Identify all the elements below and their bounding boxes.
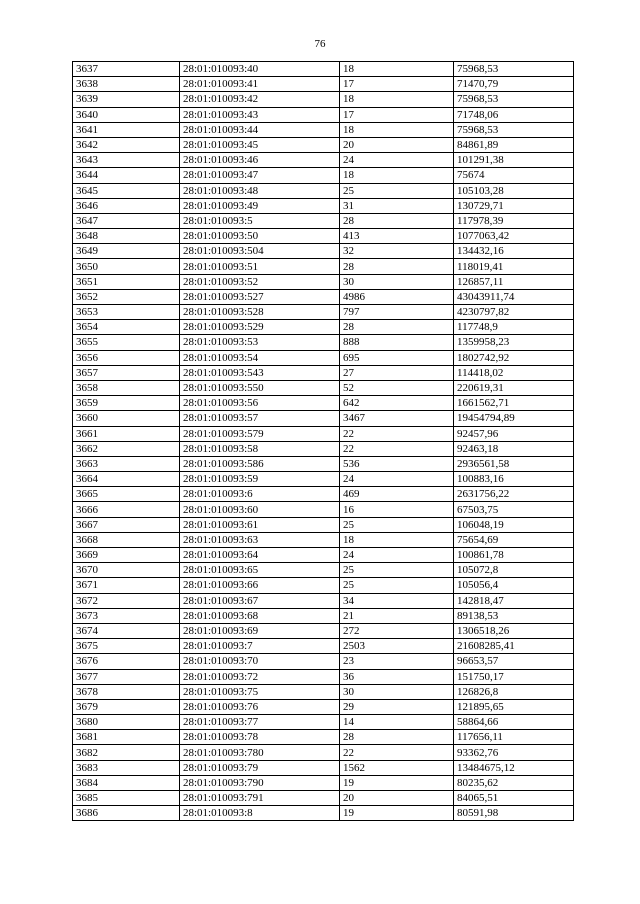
- value-cell: 96653,57: [454, 654, 574, 669]
- table-row: [73, 745, 574, 760]
- row-number-cell: 3680: [73, 715, 180, 730]
- cadastral-number-cell: 28:01:010093:79: [180, 760, 340, 775]
- area-cell: 30: [340, 684, 454, 699]
- area-cell: 28: [340, 730, 454, 745]
- value-cell: 130729,71: [454, 198, 574, 213]
- value-cell: 118019,41: [454, 259, 574, 274]
- table-row: [73, 487, 574, 502]
- table-row: [73, 320, 574, 335]
- table-row: [73, 684, 574, 699]
- table-row: [73, 730, 574, 745]
- value-cell: 92457,96: [454, 426, 574, 441]
- value-cell: 71748,06: [454, 107, 574, 122]
- row-number-cell: 3660: [73, 411, 180, 426]
- table-row: [73, 669, 574, 684]
- row-number-cell: 3641: [73, 122, 180, 137]
- value-cell: 75968,53: [454, 92, 574, 107]
- area-cell: 25: [340, 578, 454, 593]
- row-number-cell: 3685: [73, 791, 180, 806]
- value-cell: 1077063,42: [454, 229, 574, 244]
- row-number-cell: 3657: [73, 365, 180, 380]
- value-cell: 126826,8: [454, 684, 574, 699]
- value-cell: 101291,38: [454, 153, 574, 168]
- value-cell: 100861,78: [454, 548, 574, 563]
- value-cell: 75654,69: [454, 532, 574, 547]
- row-number-cell: 3648: [73, 229, 180, 244]
- cadastral-number-cell: 28:01:010093:45: [180, 137, 340, 152]
- table-row: [73, 229, 574, 244]
- area-cell: 22: [340, 745, 454, 760]
- row-number-cell: 3639: [73, 92, 180, 107]
- table-body: [73, 62, 574, 821]
- cadastral-number-cell: 28:01:010093:43: [180, 107, 340, 122]
- table-row: [73, 411, 574, 426]
- table-row: [73, 639, 574, 654]
- cadastral-number-cell: 28:01:010093:50: [180, 229, 340, 244]
- cadastral-number-cell: 28:01:010093:543: [180, 365, 340, 380]
- cadastral-number-cell: 28:01:010093:46: [180, 153, 340, 168]
- cadastral-number-cell: 28:01:010093:52: [180, 274, 340, 289]
- row-number-cell: 3651: [73, 274, 180, 289]
- table-row: [73, 502, 574, 517]
- cadastral-number-cell: 28:01:010093:51: [180, 259, 340, 274]
- value-cell: 89138,53: [454, 608, 574, 623]
- cadastral-number-cell: 28:01:010093:78: [180, 730, 340, 745]
- area-cell: 27: [340, 365, 454, 380]
- value-cell: 13484675,12: [454, 760, 574, 775]
- area-cell: 536: [340, 456, 454, 471]
- row-number-cell: 3672: [73, 593, 180, 608]
- value-cell: 71470,79: [454, 77, 574, 92]
- row-number-cell: 3666: [73, 502, 180, 517]
- value-cell: 93362,76: [454, 745, 574, 760]
- area-cell: 2503: [340, 639, 454, 654]
- row-number-cell: 3682: [73, 745, 180, 760]
- value-cell: 126857,11: [454, 274, 574, 289]
- table-row: [73, 168, 574, 183]
- table-row: [73, 456, 574, 471]
- table-row: [73, 715, 574, 730]
- area-cell: 24: [340, 472, 454, 487]
- area-cell: 20: [340, 791, 454, 806]
- value-cell: 105072,8: [454, 563, 574, 578]
- row-number-cell: 3678: [73, 684, 180, 699]
- area-cell: 3467: [340, 411, 454, 426]
- area-cell: 30: [340, 274, 454, 289]
- value-cell: 151750,17: [454, 669, 574, 684]
- cadastral-number-cell: 28:01:010093:6: [180, 487, 340, 502]
- row-number-cell: 3674: [73, 623, 180, 638]
- area-cell: 17: [340, 77, 454, 92]
- cadastral-number-cell: 28:01:010093:75: [180, 684, 340, 699]
- page-number: 76: [314, 38, 326, 50]
- row-number-cell: 3644: [73, 168, 180, 183]
- table-row: [73, 153, 574, 168]
- cadastral-number-cell: 28:01:010093:504: [180, 244, 340, 259]
- cadastral-number-cell: 28:01:010093:527: [180, 289, 340, 304]
- row-number-cell: 3652: [73, 289, 180, 304]
- cadastral-number-cell: 28:01:010093:579: [180, 426, 340, 441]
- row-number-cell: 3673: [73, 608, 180, 623]
- area-cell: 14: [340, 715, 454, 730]
- table-row: [73, 563, 574, 578]
- row-number-cell: 3650: [73, 259, 180, 274]
- row-number-cell: 3681: [73, 730, 180, 745]
- cadastral-number-cell: 28:01:010093:528: [180, 305, 340, 320]
- cadastral-number-cell: 28:01:010093:790: [180, 775, 340, 790]
- value-cell: 121895,65: [454, 699, 574, 714]
- table-row: [73, 289, 574, 304]
- area-cell: 28: [340, 320, 454, 335]
- area-cell: 36: [340, 669, 454, 684]
- cadastral-number-cell: 28:01:010093:63: [180, 532, 340, 547]
- table-row: [73, 244, 574, 259]
- cadastral-number-cell: 28:01:010093:529: [180, 320, 340, 335]
- value-cell: 220619,31: [454, 380, 574, 395]
- cadastral-number-cell: 28:01:010093:64: [180, 548, 340, 563]
- row-number-cell: 3676: [73, 654, 180, 669]
- row-number-cell: 3665: [73, 487, 180, 502]
- area-cell: 34: [340, 593, 454, 608]
- value-cell: 67503,75: [454, 502, 574, 517]
- row-number-cell: 3656: [73, 350, 180, 365]
- area-cell: 888: [340, 335, 454, 350]
- value-cell: 114418,02: [454, 365, 574, 380]
- area-cell: 19: [340, 806, 454, 821]
- value-cell: 117656,11: [454, 730, 574, 745]
- area-cell: 18: [340, 122, 454, 137]
- value-cell: 75968,53: [454, 62, 574, 77]
- cadastral-number-cell: 28:01:010093:70: [180, 654, 340, 669]
- row-number-cell: 3684: [73, 775, 180, 790]
- table-row: [73, 699, 574, 714]
- cadastral-number-cell: 28:01:010093:42: [180, 92, 340, 107]
- table-row: [73, 517, 574, 532]
- cadastral-number-cell: 28:01:010093:68: [180, 608, 340, 623]
- row-number-cell: 3667: [73, 517, 180, 532]
- cadastral-number-cell: 28:01:010093:54: [180, 350, 340, 365]
- table-row: [73, 77, 574, 92]
- cadastral-number-cell: 28:01:010093:76: [180, 699, 340, 714]
- cadastral-number-cell: 28:01:010093:53: [180, 335, 340, 350]
- cadastral-number-cell: 28:01:010093:7: [180, 639, 340, 654]
- cadastral-number-cell: 28:01:010093:77: [180, 715, 340, 730]
- area-cell: 29: [340, 699, 454, 714]
- value-cell: 1359958,23: [454, 335, 574, 350]
- area-cell: 24: [340, 548, 454, 563]
- table-row: [73, 350, 574, 365]
- table-row: [73, 654, 574, 669]
- value-cell: 1661562,71: [454, 396, 574, 411]
- cadastral-number-cell: 28:01:010093:57: [180, 411, 340, 426]
- area-cell: 695: [340, 350, 454, 365]
- area-cell: 19: [340, 775, 454, 790]
- row-number-cell: 3686: [73, 806, 180, 821]
- value-cell: 142818,47: [454, 593, 574, 608]
- value-cell: 84861,89: [454, 137, 574, 152]
- row-number-cell: 3670: [73, 563, 180, 578]
- row-number-cell: 3653: [73, 305, 180, 320]
- cadastral-number-cell: 28:01:010093:5: [180, 213, 340, 228]
- row-number-cell: 3679: [73, 699, 180, 714]
- table-row: [73, 760, 574, 775]
- value-cell: 21608285,41: [454, 639, 574, 654]
- area-cell: 22: [340, 441, 454, 456]
- table-row: [73, 137, 574, 152]
- table-row: [73, 274, 574, 289]
- area-cell: 52: [340, 380, 454, 395]
- area-cell: 4986: [340, 289, 454, 304]
- row-number-cell: 3677: [73, 669, 180, 684]
- table-row: [73, 305, 574, 320]
- row-number-cell: 3647: [73, 213, 180, 228]
- cadastral-number-cell: 28:01:010093:72: [180, 669, 340, 684]
- cadastral-number-cell: 28:01:010093:41: [180, 77, 340, 92]
- value-cell: 4230797,82: [454, 305, 574, 320]
- table-row: [73, 608, 574, 623]
- row-number-cell: 3643: [73, 153, 180, 168]
- table-row: [73, 365, 574, 380]
- table-row: [73, 259, 574, 274]
- cadastral-number-cell: 28:01:010093:44: [180, 122, 340, 137]
- table-row: [73, 198, 574, 213]
- cadastral-number-cell: 28:01:010093:56: [180, 396, 340, 411]
- cadastral-number-cell: 28:01:010093:586: [180, 456, 340, 471]
- row-number-cell: 3661: [73, 426, 180, 441]
- area-cell: 25: [340, 517, 454, 532]
- table-row: [73, 548, 574, 563]
- table-row: [73, 806, 574, 821]
- value-cell: 2631756,22: [454, 487, 574, 502]
- table-row: [73, 62, 574, 77]
- table-row: [73, 335, 574, 350]
- value-cell: 117978,39: [454, 213, 574, 228]
- area-cell: 24: [340, 153, 454, 168]
- row-number-cell: 3675: [73, 639, 180, 654]
- cadastral-number-cell: 28:01:010093:66: [180, 578, 340, 593]
- table-row: [73, 396, 574, 411]
- area-cell: 469: [340, 487, 454, 502]
- table-row: [73, 623, 574, 638]
- area-cell: 18: [340, 92, 454, 107]
- area-cell: 23: [340, 654, 454, 669]
- row-number-cell: 3640: [73, 107, 180, 122]
- row-number-cell: 3637: [73, 62, 180, 77]
- value-cell: 1802742,92: [454, 350, 574, 365]
- area-cell: 25: [340, 563, 454, 578]
- row-number-cell: 3638: [73, 77, 180, 92]
- area-cell: 21: [340, 608, 454, 623]
- area-cell: 16: [340, 502, 454, 517]
- table-row: [73, 593, 574, 608]
- row-number-cell: 3649: [73, 244, 180, 259]
- row-number-cell: 3668: [73, 532, 180, 547]
- value-cell: 58864,66: [454, 715, 574, 730]
- cadastral-number-cell: 28:01:010093:61: [180, 517, 340, 532]
- row-number-cell: 3645: [73, 183, 180, 198]
- cadastral-number-cell: 28:01:010093:60: [180, 502, 340, 517]
- area-cell: 18: [340, 532, 454, 547]
- value-cell: 19454794,89: [454, 411, 574, 426]
- value-cell: 2936561,58: [454, 456, 574, 471]
- row-number-cell: 3683: [73, 760, 180, 775]
- value-cell: 75674: [454, 168, 574, 183]
- area-cell: 642: [340, 396, 454, 411]
- table-row: [73, 213, 574, 228]
- cadastral-number-cell: 28:01:010093:47: [180, 168, 340, 183]
- area-cell: 18: [340, 62, 454, 77]
- table-row: [73, 791, 574, 806]
- cadastral-number-cell: 28:01:010093:49: [180, 198, 340, 213]
- table-row: [73, 92, 574, 107]
- table-row: [73, 380, 574, 395]
- row-number-cell: 3654: [73, 320, 180, 335]
- area-cell: 28: [340, 259, 454, 274]
- cadastral-number-cell: 28:01:010093:791: [180, 791, 340, 806]
- row-number-cell: 3669: [73, 548, 180, 563]
- cadastral-value-table: [72, 61, 574, 821]
- row-number-cell: 3655: [73, 335, 180, 350]
- value-cell: 43043911,74: [454, 289, 574, 304]
- row-number-cell: 3663: [73, 456, 180, 471]
- table-row: [73, 107, 574, 122]
- table-row: [73, 775, 574, 790]
- cadastral-number-cell: 28:01:010093:8: [180, 806, 340, 821]
- area-cell: 272: [340, 623, 454, 638]
- row-number-cell: 3642: [73, 137, 180, 152]
- value-cell: 80591,98: [454, 806, 574, 821]
- table-row: [73, 183, 574, 198]
- value-cell: 117748,9: [454, 320, 574, 335]
- area-cell: 17: [340, 107, 454, 122]
- area-cell: 22: [340, 426, 454, 441]
- cadastral-number-cell: 28:01:010093:69: [180, 623, 340, 638]
- table-row: [73, 441, 574, 456]
- cadastral-number-cell: 28:01:010093:65: [180, 563, 340, 578]
- cadastral-number-cell: 28:01:010093:48: [180, 183, 340, 198]
- cadastral-number-cell: 28:01:010093:550: [180, 380, 340, 395]
- area-cell: 1562: [340, 760, 454, 775]
- table-row: [73, 532, 574, 547]
- value-cell: 80235,62: [454, 775, 574, 790]
- area-cell: 28: [340, 213, 454, 228]
- cadastral-number-cell: 28:01:010093:780: [180, 745, 340, 760]
- row-number-cell: 3659: [73, 396, 180, 411]
- area-cell: 797: [340, 305, 454, 320]
- table-row: [73, 578, 574, 593]
- value-cell: 134432,16: [454, 244, 574, 259]
- cadastral-number-cell: 28:01:010093:59: [180, 472, 340, 487]
- row-number-cell: 3664: [73, 472, 180, 487]
- value-cell: 105056,4: [454, 578, 574, 593]
- row-number-cell: 3662: [73, 441, 180, 456]
- cadastral-number-cell: 28:01:010093:40: [180, 62, 340, 77]
- value-cell: 100883,16: [454, 472, 574, 487]
- table-row: [73, 426, 574, 441]
- area-cell: 413: [340, 229, 454, 244]
- value-cell: 92463,18: [454, 441, 574, 456]
- area-cell: 31: [340, 198, 454, 213]
- row-number-cell: 3658: [73, 380, 180, 395]
- area-cell: 32: [340, 244, 454, 259]
- area-cell: 20: [340, 137, 454, 152]
- table-row: [73, 122, 574, 137]
- value-cell: 106048,19: [454, 517, 574, 532]
- value-cell: 84065,51: [454, 791, 574, 806]
- value-cell: 105103,28: [454, 183, 574, 198]
- row-number-cell: 3646: [73, 198, 180, 213]
- row-number-cell: 3671: [73, 578, 180, 593]
- value-cell: 1306518,26: [454, 623, 574, 638]
- value-cell: 75968,53: [454, 122, 574, 137]
- table-row: [73, 472, 574, 487]
- cadastral-number-cell: 28:01:010093:58: [180, 441, 340, 456]
- cadastral-number-cell: 28:01:010093:67: [180, 593, 340, 608]
- area-cell: 25: [340, 183, 454, 198]
- area-cell: 18: [340, 168, 454, 183]
